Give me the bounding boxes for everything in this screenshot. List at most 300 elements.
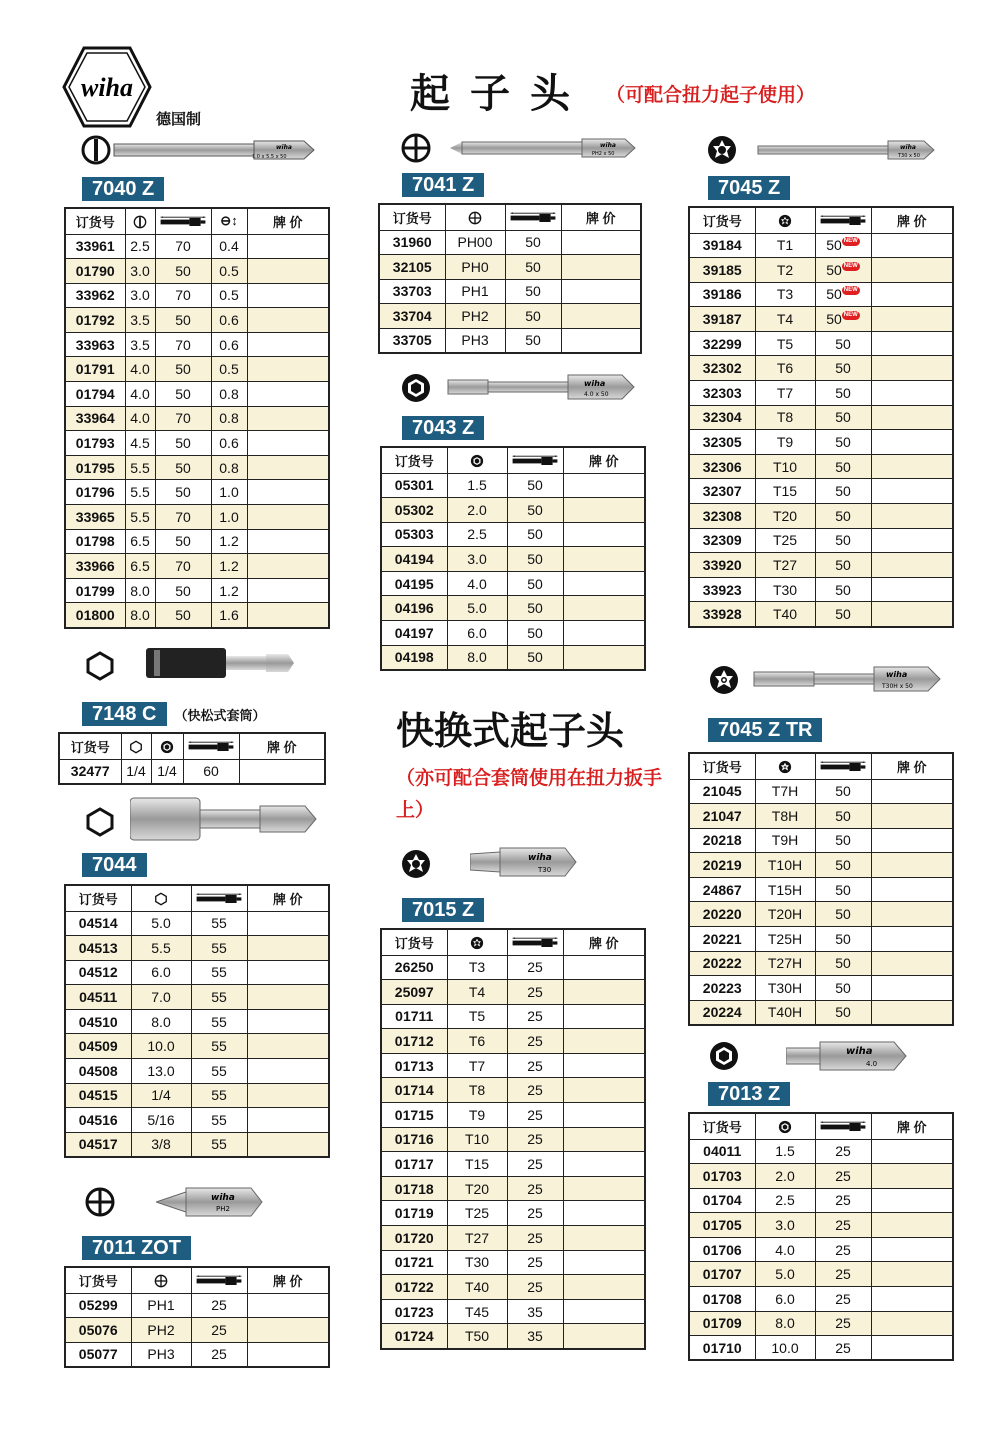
table-row [65,259,329,284]
svg-text:1.0 x 5.5 x 50: 1.0 x 5.5 x 50 [252,154,287,160]
order-number: 01719 [381,1201,447,1226]
cell-value: T30H [755,976,815,1001]
order-number: 20221 [689,927,755,952]
table-row [689,1164,953,1189]
cell-value: T25 [447,1201,507,1226]
order-number: 33703 [379,279,445,304]
order-number: 01795 [65,455,125,480]
table-row [381,1324,645,1349]
cell-value: 60 [183,759,239,784]
table-row [65,308,329,333]
table-row [381,955,645,980]
svg-text:wiha: wiha [528,853,552,863]
cell-value: 25 [815,1262,871,1287]
table-row [65,911,329,936]
table-row [689,233,953,258]
cell-value: 4.0 [125,406,155,431]
cell-value: 55 [191,1009,247,1034]
table-row [689,804,953,829]
cell-value: 50 [507,596,563,621]
price-cell [871,779,953,804]
cell-value: 50 [815,454,871,479]
length-icon [187,741,235,753]
order-number: 24867 [689,877,755,902]
price-cell [247,1108,329,1133]
cell-value: 55 [191,1083,247,1108]
price-cell [871,504,953,529]
order-number: 33964 [65,406,125,431]
cell-value: T15 [755,479,815,504]
cell-value: 50 [155,480,211,505]
cell-value: 50 [815,381,871,406]
cell-value: 25 [507,1201,563,1226]
price-cell [563,1029,645,1054]
table-row [689,853,953,878]
cell-value: 25 [507,1127,563,1152]
cell-value: 1/4 [121,759,151,784]
cell-value: 1.2 [211,578,247,603]
order-number: 05303 [381,522,447,547]
price-cell [871,1336,953,1361]
table-row [381,1152,645,1177]
cell-value: 5.5 [125,455,155,480]
torx-icon [469,936,485,950]
cell-value: 50 [507,621,563,646]
cell-value: 55 [191,1059,247,1084]
page-title: 起子头 [410,71,590,117]
table-row [689,381,953,406]
cell-value: 3/8 [131,1132,191,1157]
price-cell [871,902,953,927]
table-7041z: 订货号 牌 价 31960 PH00 50 32105 PH0 50 33703 PH1 50 33704 PH2 50 33705 PH3 50 [378,203,642,354]
price-cell [563,1250,645,1275]
price-cell [563,955,645,980]
order-number: 32309 [689,528,755,553]
cell-value: 50 [507,473,563,498]
section-7148c-header [84,650,116,686]
svg-text:wiha: wiha [900,144,916,151]
price-cell [247,1009,329,1034]
cell-value: 7.0 [131,985,191,1010]
order-number: 33966 [65,554,125,579]
table-row [381,596,645,621]
table-row [65,1342,329,1367]
cell-value: PH2 [131,1318,191,1343]
price-cell [247,505,329,530]
table-row [689,779,953,804]
table-row [379,279,641,304]
price-cell [563,1201,645,1226]
cell-value: 25 [815,1213,871,1238]
cell-value: 50 [815,356,871,381]
cell-value: T30 [755,577,815,602]
cell-value: 50 [507,547,563,572]
order-number: 32477 [59,759,121,784]
phillips-icon [400,132,432,164]
cell-value: 8.0 [755,1311,815,1336]
table-row [689,1237,953,1262]
table-row [381,571,645,596]
table-row [65,1132,329,1157]
section-7011zot-badge: 7011 ZOT [82,1236,191,1260]
cell-value: 55 [191,1034,247,1059]
length-icon [819,215,867,227]
cell-value: T3 [755,282,815,307]
price-cell [247,308,329,333]
hex-solid-icon [469,454,485,468]
price-cell [247,603,329,628]
table-row [379,304,641,329]
price-cell [871,356,953,381]
cell-value: 70 [155,505,211,530]
price-cell [871,1000,953,1025]
logo-text: wiha [80,73,134,102]
table-row [689,479,953,504]
order-number: 01714 [381,1078,447,1103]
order-number: 33920 [689,553,755,578]
svg-text:wiha: wiha [211,1193,235,1203]
svg-text:T30H x 50: T30H x 50 [882,683,913,690]
price-cell [247,1083,329,1108]
order-number: 04194 [381,547,447,572]
order-number: 33704 [379,304,445,329]
section-7043z-badge: 7043 Z [402,416,484,440]
cell-value: PH00 [445,230,505,255]
cell-value: 50 [155,529,211,554]
order-number: 33923 [689,577,755,602]
cell-value: 6.0 [447,621,507,646]
order-number: 20219 [689,853,755,878]
cell-value: 50 [507,498,563,523]
cell-value: 50 [507,522,563,547]
price-cell [563,1226,645,1251]
cell-value: 2.5 [125,234,155,259]
svg-text:PH2 x 50: PH2 x 50 [592,151,615,157]
cell-value: PH0 [445,255,505,280]
table-row [689,1311,953,1336]
cell-value: T7H [755,779,815,804]
table-row [65,960,329,985]
cell-value: T3 [447,955,507,980]
order-number: 01724 [381,1324,447,1349]
price-cell [247,234,329,259]
table-row [65,578,329,603]
cell-value: T27 [755,553,815,578]
bit-image [104,138,324,162]
cell-value: 3.0 [125,283,155,308]
order-number: 33705 [379,328,445,353]
cell-value: 70 [155,406,211,431]
wiha-logo [62,46,152,128]
cell-value: 50 [505,255,561,280]
cell-value: 5.5 [131,936,191,961]
cell-value: 25 [191,1293,247,1318]
cell-value: 25 [507,1152,563,1177]
order-number: 04513 [65,936,131,961]
cell-value: T9H [755,828,815,853]
section-subtitle-quick-change: （亦可配合套筒使用在扭力扳手上） [396,767,663,821]
cell-value: 50 [815,951,871,976]
cell-value: 6.0 [755,1287,815,1312]
price-cell [563,1078,645,1103]
order-number: 01799 [65,578,125,603]
price-cell [563,596,645,621]
price-cell [871,927,953,952]
order-number: 01718 [381,1176,447,1201]
price-cell [247,1034,329,1059]
price-cell [871,828,953,853]
price-cell [871,1139,953,1164]
bit-image [156,1184,266,1220]
order-number: 01703 [689,1164,755,1189]
cell-value: PH3 [445,328,505,353]
table-row [65,529,329,554]
price-cell [247,283,329,308]
cell-value: 50 [505,279,561,304]
cell-value: 50 [815,877,871,902]
col-order-no: 订货号 [65,208,125,234]
section-7040z-badge: 7040 Z [82,177,164,201]
cell-value: 25 [191,1318,247,1343]
order-number: 04511 [65,985,131,1010]
order-number: 05076 [65,1318,131,1343]
order-number: 04196 [381,596,447,621]
phillips-icon [467,211,483,225]
price-cell [871,430,953,455]
price-cell [563,1176,645,1201]
cell-value: 4.0 [755,1237,815,1262]
price-cell [563,1299,645,1324]
table-row [381,1127,645,1152]
cell-value: 25 [815,1336,871,1361]
bit-image [752,138,942,162]
price-cell [563,645,645,670]
cell-value: 55 [191,960,247,985]
table-row [689,258,953,283]
length-icon [511,937,559,949]
table-row [65,1108,329,1133]
cell-value: 25 [815,1287,871,1312]
table-row [689,828,953,853]
price-cell [563,980,645,1005]
cell-value: T40 [447,1275,507,1300]
order-number: 01706 [689,1237,755,1262]
order-number: 32105 [379,255,445,280]
cell-value: 50 [815,976,871,1001]
cell-value: 1.2 [211,529,247,554]
cell-value: 3.0 [755,1213,815,1238]
price-cell [563,1004,645,1029]
cell-value: T30 [447,1250,507,1275]
table-row [689,1287,953,1312]
order-number: 21045 [689,779,755,804]
cell-value: 25 [507,1103,563,1128]
torx-icon [400,848,432,880]
cell-value: T8 [447,1078,507,1103]
section-7013z-badge: 7013 Z [708,1082,790,1106]
cell-value: 1.5 [755,1139,815,1164]
length-icon [819,761,867,773]
cell-value: T10 [755,454,815,479]
order-number: 33962 [65,283,125,308]
cell-value: 25 [507,980,563,1005]
cell-value: 4.5 [125,431,155,456]
order-number: 01800 [65,603,125,628]
cell-value: T7 [755,381,815,406]
slotted-icon [132,215,148,229]
cell-value: T15H [755,877,815,902]
section-7148c-badge: 7148 C [82,702,167,726]
cell-value: 50 [815,828,871,853]
cell-value: T6 [755,356,815,381]
order-number: 01710 [689,1336,755,1361]
cell-value: 1/4 [131,1083,191,1108]
socket-image [146,646,296,680]
table-row [379,230,641,255]
price-cell [871,976,953,1001]
cell-value: 50 [815,902,871,927]
price-cell [247,578,329,603]
order-number: 32304 [689,405,755,430]
price-cell [871,405,953,430]
cell-value: 0.5 [211,259,247,284]
table-row [689,504,953,529]
cell-value: 1.5 [447,473,507,498]
table-row [381,621,645,646]
section-7015z-header [400,848,552,884]
table-7015z: 订货号 牌 价 26250 T3 25 25097 T4 25 01711 T5 25 01712 T6 25 01713 T7 25 01714 T8 25 01715 T9 25 01716 T10 25 01717 T15 25 01718 T20 25 01719 T25 25 01720 T27 25 01721 T30 25 01722 T40 25 01723 T45 35 01724 T50 35 [380,928,646,1350]
cell-value: 0.5 [211,357,247,382]
price-cell [247,1059,329,1084]
table-row [689,282,953,307]
cell-value: 4.0 [125,357,155,382]
cell-value: 50 [505,230,561,255]
cell-value: 25 [507,1226,563,1251]
price-cell [871,331,953,356]
order-number: 01711 [381,1004,447,1029]
table-7045z: 订货号 牌 价 39184 T1 50 NEW 39185 T2 50 NEW 39186 T3 50 NEW 39187 T4 50 NEW 32299 T5 50 32302 T6 50 32303 T7 50 32304 T8 50 32305 T9 50 32306 T10 50 32307 T15 50 32308 T20 50 32309 T25 50 33920 T27 50 33923 T30 50 33928 T40 50 [688,206,954,628]
table-row [65,480,329,505]
cell-value: 25 [507,1250,563,1275]
svg-text:T30 x 50: T30 x 50 [898,153,920,159]
price-cell [561,255,641,280]
made-in-label: 德国制 [156,110,202,128]
price-cell [871,553,953,578]
table-row [65,283,329,308]
cell-value: 50 [505,328,561,353]
table-row [381,980,645,1005]
table-row [689,602,953,627]
table-row [65,332,329,357]
torx-icon [777,214,793,228]
section-7040z-header [80,134,292,170]
price-cell [247,960,329,985]
cell-value: T20H [755,902,815,927]
table-row [689,307,953,332]
order-number: 26250 [381,955,447,980]
cell-value: 50 [815,430,871,455]
price-cell [247,357,329,382]
hex-outline-icon [84,650,116,682]
order-number: 32306 [689,454,755,479]
price-cell [563,1275,645,1300]
order-number: 04195 [381,571,447,596]
table-row [65,603,329,628]
section-7011zot-header [84,1186,235,1222]
order-number: 32303 [689,381,755,406]
hex-solid-icon [400,372,432,404]
table-row [689,356,953,381]
price-cell [871,233,953,258]
price-cell [871,1287,953,1312]
cell-value: T27H [755,951,815,976]
cell-value: 25 [507,955,563,980]
order-number: 31960 [379,230,445,255]
new-badge: NEW [843,238,858,245]
cell-value: T6 [447,1029,507,1054]
cell-value: 50 [155,431,211,456]
cell-value: 55 [191,911,247,936]
table-row [689,1213,953,1238]
cell-value: 3.0 [125,259,155,284]
cell-value: T25 [755,528,815,553]
price-cell [561,230,641,255]
order-number: 04508 [65,1059,131,1084]
cell-value: T45 [447,1299,507,1324]
cell-value: 25 [507,1029,563,1054]
order-number: 20222 [689,951,755,976]
table-row [689,1000,953,1025]
cell-value: 50 [155,259,211,284]
cell-value: 25 [507,1078,563,1103]
torx-icon [706,134,738,166]
cell-value: 0.6 [211,308,247,333]
hex-solid-icon [777,1120,793,1134]
table-row [379,255,641,280]
cell-value: 55 [191,985,247,1010]
torx-tamper-icon [777,760,793,774]
price-cell [247,431,329,456]
cell-value: 50 NEW [815,307,871,332]
price-cell [871,307,953,332]
length-icon [509,212,557,224]
cell-value: 50 [815,804,871,829]
section-title-quick-change: 快换式起子头 [396,709,625,753]
svg-text:PH2: PH2 [216,1205,230,1213]
bit-image [444,372,640,402]
price-cell [563,621,645,646]
section-7148c-note: （快松式套筒） [174,709,266,724]
bit-image [750,664,946,694]
price-cell [247,1342,329,1367]
order-number: 39187 [689,307,755,332]
order-number: 01798 [65,529,125,554]
order-number: 01705 [689,1213,755,1238]
order-number: 33928 [689,602,755,627]
table-row [689,902,953,927]
table-row [689,927,953,952]
table-7148c: 订货号 牌 价 32477 1/4 1/4 60 [58,732,326,785]
table-row [381,1250,645,1275]
cell-value: 25 [815,1188,871,1213]
cell-value: 50 NEW [815,233,871,258]
cell-value: 55 [191,1132,247,1157]
cell-value: T9 [447,1103,507,1128]
cell-value: T5 [447,1004,507,1029]
table-7011zot: 订货号 牌 价 05299 PH1 25 05076 PH2 25 05077 PH3 25 [64,1266,330,1368]
table-row [65,985,329,1010]
cell-value: T25H [755,927,815,952]
